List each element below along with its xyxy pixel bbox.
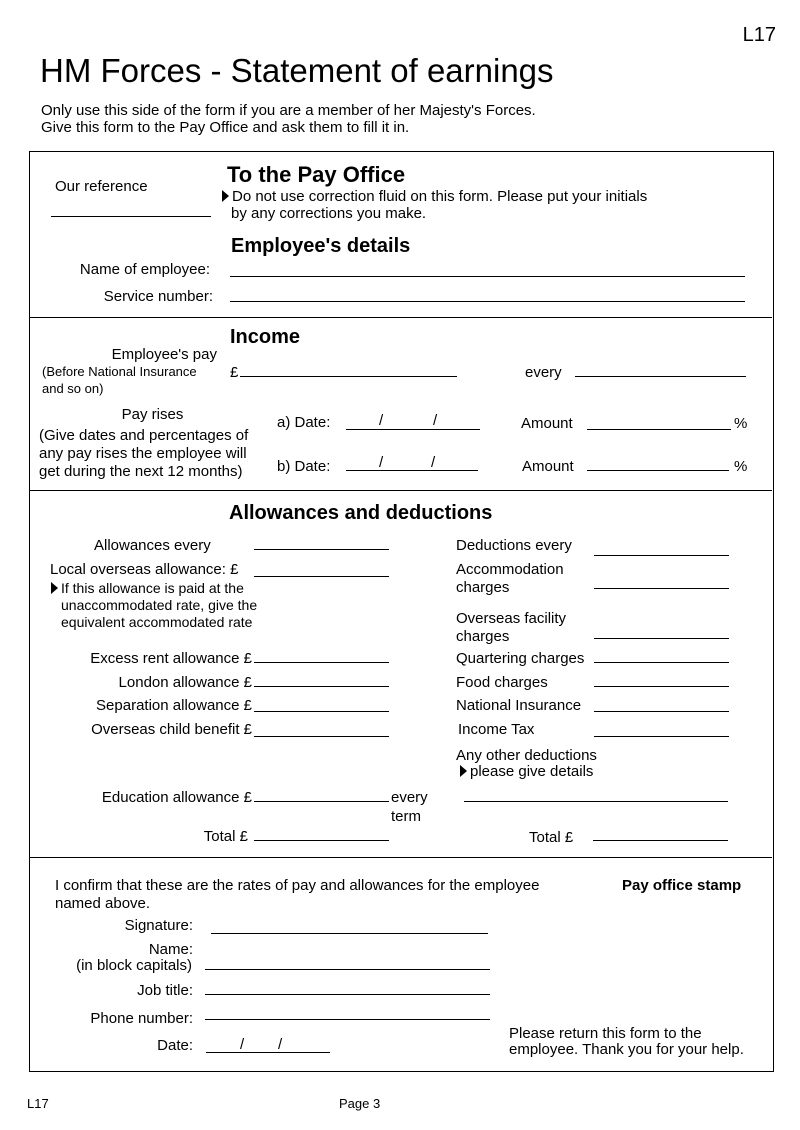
name-field[interactable] — [205, 969, 490, 970]
allowances-total-field[interactable] — [254, 840, 389, 841]
ni-label: National Insurance — [456, 697, 582, 714]
phone-label: Phone number: — [90, 1010, 193, 1027]
date-slash-2: / — [278, 1036, 283, 1053]
date-b-slash-1: / — [379, 454, 384, 471]
job-title-label: Job title: — [137, 982, 193, 999]
employee-details-heading: Employee's details — [231, 235, 411, 257]
local-note-3: equivalent accommodated rate — [61, 614, 253, 630]
other-deductions-note: please give details — [460, 763, 593, 780]
food-label: Food charges — [456, 674, 548, 691]
allowances-total-label: Total £ — [203, 828, 248, 845]
pay-rises-note-2: any pay rises the employee will — [39, 445, 247, 462]
service-number-label: Service number: — [103, 288, 213, 305]
confirm-line-1: I confirm that these are the rates of pay and allowances for the employee — [55, 877, 540, 894]
london-field[interactable] — [254, 686, 389, 687]
quartering-label: Quartering charges — [456, 650, 585, 667]
amount-a-percent: % — [734, 415, 748, 432]
pay-office-stamp-label: Pay office stamp — [622, 877, 742, 894]
employee-pay-note-2: and so on) — [42, 381, 104, 396]
separation-field[interactable] — [254, 711, 389, 712]
date-a-field[interactable] — [346, 429, 480, 430]
our-reference-field[interactable] — [51, 216, 211, 217]
footer-code: L17 — [27, 1096, 49, 1111]
amount-a-field[interactable] — [587, 429, 731, 430]
local-overseas-field[interactable] — [254, 576, 389, 577]
amount-a-label: Amount — [521, 415, 573, 432]
deductions-total-label: Total £ — [529, 829, 574, 846]
education-term-label: term — [391, 808, 421, 825]
amount-b-field[interactable] — [587, 470, 729, 471]
accommodation-field[interactable] — [594, 588, 729, 589]
footer-page-number: Page 3 — [339, 1096, 381, 1111]
allowances-every-label: Allowances every — [94, 537, 211, 554]
accommodation-label-1: Accommodation — [456, 561, 564, 578]
income-heading: Income — [230, 326, 301, 348]
pointer-arrow-icon — [51, 582, 58, 594]
food-field[interactable] — [594, 686, 729, 687]
signature-label: Signature: — [124, 917, 193, 934]
facility-label-2: charges — [456, 628, 510, 645]
pay-office-note-1: Do not use correction fluid on this form. Please put your initials — [222, 188, 647, 205]
education-label: Education allowance £ — [101, 789, 252, 806]
other-deductions-field[interactable] — [464, 801, 728, 802]
return-note-2: employee. Thank you for your help. — [509, 1041, 744, 1058]
deductions-every-field[interactable] — [594, 555, 729, 556]
service-number-field[interactable] — [230, 301, 745, 302]
date-b-label: b) Date: — [277, 458, 331, 475]
local-note-2: unaccommodated rate, give the — [61, 597, 258, 613]
return-note-1: Please return this form to the — [509, 1025, 702, 1042]
allowances-deductions-heading: Allowances and deductions — [229, 502, 493, 524]
page-title: HM Forces - Statement of earnings — [40, 52, 554, 89]
form-code: L17 — [742, 24, 776, 46]
pay-office-note-2: by any corrections you make. — [231, 205, 427, 222]
employee-pay-field[interactable] — [240, 376, 457, 377]
pay-every-label: every — [525, 364, 562, 381]
local-overseas-label: Local overseas allowance: £ — [50, 561, 239, 578]
other-deductions-label: Any other deductions — [456, 747, 597, 764]
employee-name-label: Name of employee: — [79, 261, 210, 278]
date-a-slash-2: / — [433, 412, 438, 429]
excess-rent-field[interactable] — [254, 662, 389, 663]
quartering-field[interactable] — [594, 662, 729, 663]
local-note-1: If this allowance is paid at the — [51, 580, 244, 596]
education-every-label: every — [391, 789, 428, 806]
tax-label: Income Tax — [458, 721, 535, 738]
pay-pound-sign: £ — [230, 364, 239, 381]
london-label: London allowance £ — [118, 674, 252, 691]
name-label: Name: — [148, 941, 193, 958]
intro-line-1: Only use this side of the form if you are a member of her Majesty's Forces. — [41, 102, 536, 119]
deductions-total-field[interactable] — [593, 840, 728, 841]
date-slash-1: / — [240, 1036, 245, 1053]
our-reference-label: Our reference — [55, 178, 148, 195]
facility-label-1: Overseas facility — [456, 610, 567, 627]
deductions-every-label: Deductions every — [456, 537, 572, 554]
separation-label: Separation allowance £ — [96, 697, 252, 714]
date-a-slash-1: / — [379, 412, 384, 429]
divider-3 — [30, 857, 772, 858]
child-benefit-field[interactable] — [254, 736, 389, 737]
pay-every-field[interactable] — [575, 376, 746, 377]
tax-field[interactable] — [594, 736, 729, 737]
facility-field[interactable] — [594, 638, 729, 639]
pay-rises-note-3: get during the next 12 months) — [39, 463, 243, 480]
education-field[interactable] — [254, 801, 389, 802]
date-b-slash-2: / — [431, 454, 436, 471]
employee-pay-note-1: (Before National Insurance — [42, 364, 197, 379]
child-benefit-label: Overseas child benefit £ — [91, 721, 252, 738]
pay-office-heading: To the Pay Office — [227, 162, 406, 187]
employee-name-field[interactable] — [230, 276, 745, 277]
pointer-arrow-icon — [222, 190, 229, 202]
intro-line-2: Give this form to the Pay Office and ask them to fill it in. — [41, 119, 410, 136]
amount-b-label: Amount — [522, 458, 574, 475]
date-b-field[interactable] — [346, 470, 478, 471]
pointer-arrow-icon — [460, 765, 467, 777]
pay-rises-note-1: (Give dates and percentages of — [39, 427, 249, 444]
date-field[interactable] — [206, 1052, 330, 1053]
divider-1 — [30, 317, 772, 318]
amount-b-percent: % — [734, 458, 748, 475]
allowances-every-field[interactable] — [254, 549, 389, 550]
ni-field[interactable] — [594, 711, 729, 712]
divider-2 — [30, 490, 772, 491]
confirm-line-2: named above. — [55, 895, 151, 912]
accommodation-label-2: charges — [456, 579, 510, 596]
pay-rises-label: Pay rises — [121, 406, 184, 423]
job-title-field[interactable] — [205, 994, 490, 995]
date-label: Date: — [157, 1037, 193, 1054]
excess-rent-label: Excess rent allowance £ — [90, 650, 252, 667]
phone-field[interactable] — [205, 1019, 490, 1020]
signature-field[interactable] — [211, 933, 488, 934]
date-a-label: a) Date: — [277, 414, 331, 431]
employee-pay-label: Employee's pay — [111, 346, 217, 363]
block-capitals-label: (in block capitals) — [76, 957, 192, 974]
